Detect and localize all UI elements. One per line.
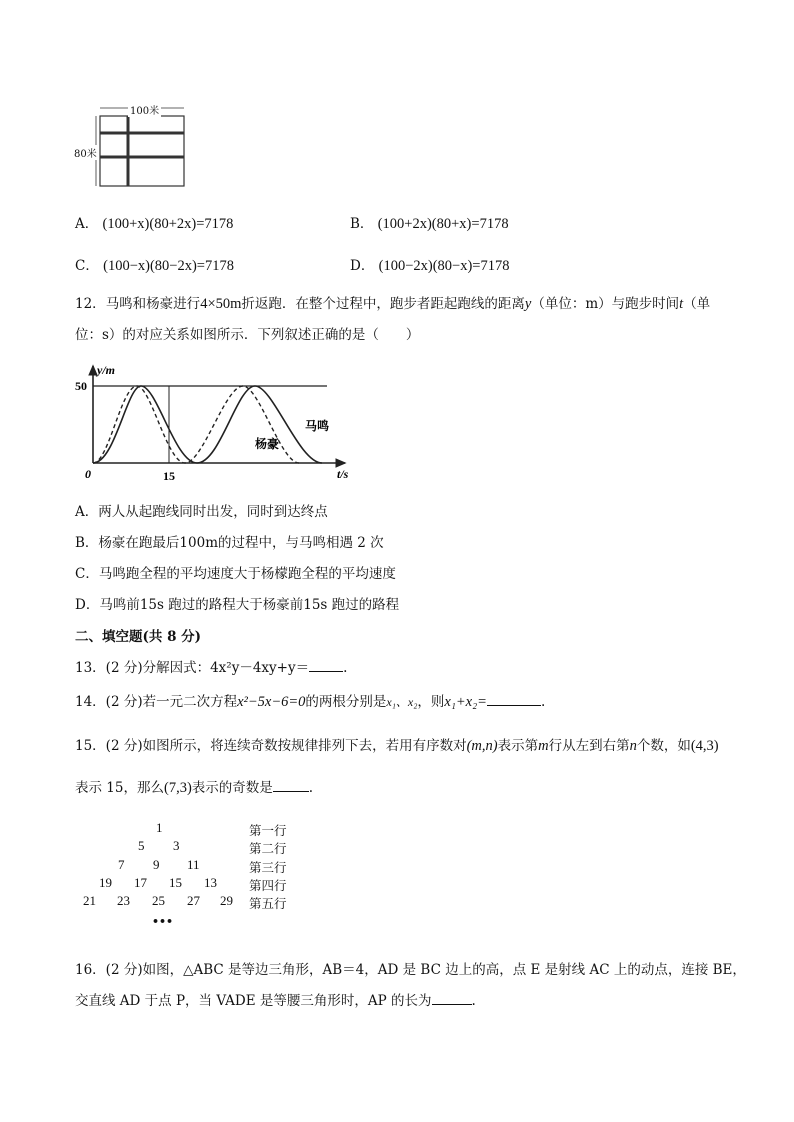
triangle-number: 23: [117, 893, 130, 908]
q15-pair: (m,n): [466, 738, 498, 754]
x-tick-0: 0: [85, 467, 91, 481]
series-label-ma-ming: 马鸣: [305, 419, 330, 433]
stem-text: 马鸣和杨豪进行: [105, 296, 201, 312]
q14-mid: 的两根分别是: [305, 694, 387, 710]
row-label: 第四行: [249, 878, 287, 893]
q15-text: 15．(2 分)如图所示，将连续奇数按规律排列下去，若用有序数对: [75, 738, 467, 754]
triangle-number: 19: [99, 875, 112, 890]
triangle-number: 3: [173, 838, 180, 853]
option-letter: B．: [350, 216, 374, 232]
q12-stem-line2: 位：s）的对应关系如图所示．下列叙述正确的是（ ）: [75, 327, 420, 343]
q13-answer-blank[interactable]: [309, 659, 343, 672]
q14-then: ，则: [417, 694, 445, 710]
q13-end: .: [343, 660, 348, 676]
triangle-number: 21: [83, 893, 96, 908]
y-tick-50: 50: [75, 379, 87, 393]
x-axis-label: t/s: [337, 467, 349, 481]
option-letter: C．: [75, 566, 99, 582]
q12-chart: [75, 360, 365, 489]
q16-line2: [75, 989, 476, 1009]
option-letter: C．: [75, 258, 99, 274]
triangle-number: 15: [169, 875, 182, 890]
option-formula: (100−x)(80−2x)=7178: [103, 258, 234, 274]
series-yang-hao-line: [93, 386, 299, 463]
q11-option-d[interactable]: [350, 254, 509, 275]
x-tick-15: 15: [163, 469, 175, 483]
q15-example: (4,3): [690, 738, 719, 754]
var-t: t: [679, 296, 684, 312]
triangle-number: 13: [204, 875, 217, 890]
row-label: 第二行: [249, 841, 287, 856]
option-text: 杨豪在跑最后100m的过程中，与马鸣相遇 2 次: [98, 535, 384, 551]
q12-stem-line1: [75, 292, 710, 313]
triangle-number: 9: [153, 857, 160, 872]
q15-answer-blank[interactable]: [273, 779, 309, 792]
q14-equation: x²−5x−6=0: [237, 694, 306, 710]
row-label: 第五行: [249, 896, 287, 911]
triangle-number: 5: [138, 838, 145, 853]
q13-text: 13．(2 分)分解因式：4x²y－4xy+y＝: [75, 660, 310, 676]
row-label: 第一行: [249, 823, 287, 838]
q11-option-c[interactable]: [75, 254, 234, 275]
question-number: 12．: [75, 296, 106, 312]
section-heading: 二、填空题(共 8 分): [75, 629, 202, 645]
triangle-number: 1: [156, 820, 163, 835]
q11-option-b[interactable]: [350, 212, 509, 233]
var-y: y: [524, 296, 532, 312]
q11-option-a[interactable]: [75, 212, 233, 233]
stem-text: （单: [683, 296, 711, 312]
q13: [75, 656, 347, 676]
series-ma-ming-line: [93, 386, 322, 463]
q15-end: .: [308, 780, 314, 796]
q15-var-m: m: [538, 738, 549, 754]
series-label-yang-hao: 杨豪: [255, 437, 280, 451]
option-formula: (100+2x)(80+x)=7178: [377, 216, 509, 232]
q15-text: 个数，如: [636, 738, 691, 754]
q12-option-b[interactable]: [75, 531, 384, 551]
q15-text: 表示 15，那么: [75, 780, 164, 796]
q15-line2: [75, 776, 313, 797]
triangle-number: 27: [187, 893, 200, 908]
q12-option-a[interactable]: [75, 500, 328, 520]
q16-line1: 16．(2 分)如图，△ABC 是等边三角形，AB＝4，AD 是 BC 边上的高，点 E 是射线 AC 上的动点，连接 BE，: [75, 962, 746, 978]
stem-text: （单位：m）与跑步时间: [531, 296, 680, 312]
triangle-number: 17: [134, 875, 147, 890]
q14-sum: x₁+x₂=: [444, 694, 487, 710]
option-letter: D．: [75, 597, 100, 613]
q15-target: (7,3): [163, 780, 192, 796]
triangle-number: 7: [118, 857, 125, 872]
distance-time-chart: [75, 360, 365, 485]
q12-option-d[interactable]: [75, 593, 399, 613]
q12-option-c[interactable]: [75, 562, 396, 582]
triangle-number: 11: [187, 857, 200, 872]
q16-text: 交直线 AD 于点 P，当 VADE 是等腰三角形时，AP 的长为: [75, 993, 432, 1009]
field-figure: [70, 100, 200, 195]
q15-text: 表示的奇数是: [191, 780, 273, 796]
y-axis-label: y/m: [97, 363, 115, 377]
option-letter: A．: [75, 504, 99, 520]
q14-roots: x₁、x₂: [386, 695, 418, 709]
triangle-ellipsis: •••: [152, 915, 174, 928]
option-letter: B．: [75, 535, 99, 551]
q14: [75, 690, 545, 711]
field-top-label: 100米: [128, 102, 161, 117]
q14-prefix: 14．(2 分)若一元二次方程: [75, 694, 238, 710]
triangle-number: 25: [152, 893, 165, 908]
q16-answer-blank[interactable]: [432, 992, 472, 1005]
option-formula: (100+x)(80+2x)=7178: [102, 216, 234, 232]
q15-var-n: n: [629, 738, 637, 754]
q15-text: 行从左到右第: [548, 738, 630, 754]
option-letter: D．: [350, 258, 375, 274]
triangle-number: 29: [220, 893, 233, 908]
stem-text: 折返跑．在整个过程中，跑步者距起跑线的距离: [241, 296, 525, 312]
option-letter: A．: [75, 216, 99, 232]
q15-text: 表示第: [497, 738, 539, 754]
q14-answer-blank[interactable]: [487, 693, 541, 706]
option-formula: (100−2x)(80−x)=7178: [378, 258, 510, 274]
stem-math: 4×50m: [200, 296, 242, 312]
option-text: 马鸣跑全程的平均速度大于杨檬跑全程的平均速度: [98, 566, 396, 582]
q16-end: .: [471, 993, 476, 1009]
q15-line1: [75, 734, 719, 755]
row-label: 第三行: [249, 860, 287, 875]
option-text: 两人从起跑线同时出发，同时到达终点: [98, 504, 328, 520]
option-text: 马鸣前15s 跑过的路程大于杨豪前15s 跑过的路程: [99, 597, 400, 613]
q14-end: .: [540, 694, 546, 710]
field-side-label: 80米: [74, 145, 97, 160]
